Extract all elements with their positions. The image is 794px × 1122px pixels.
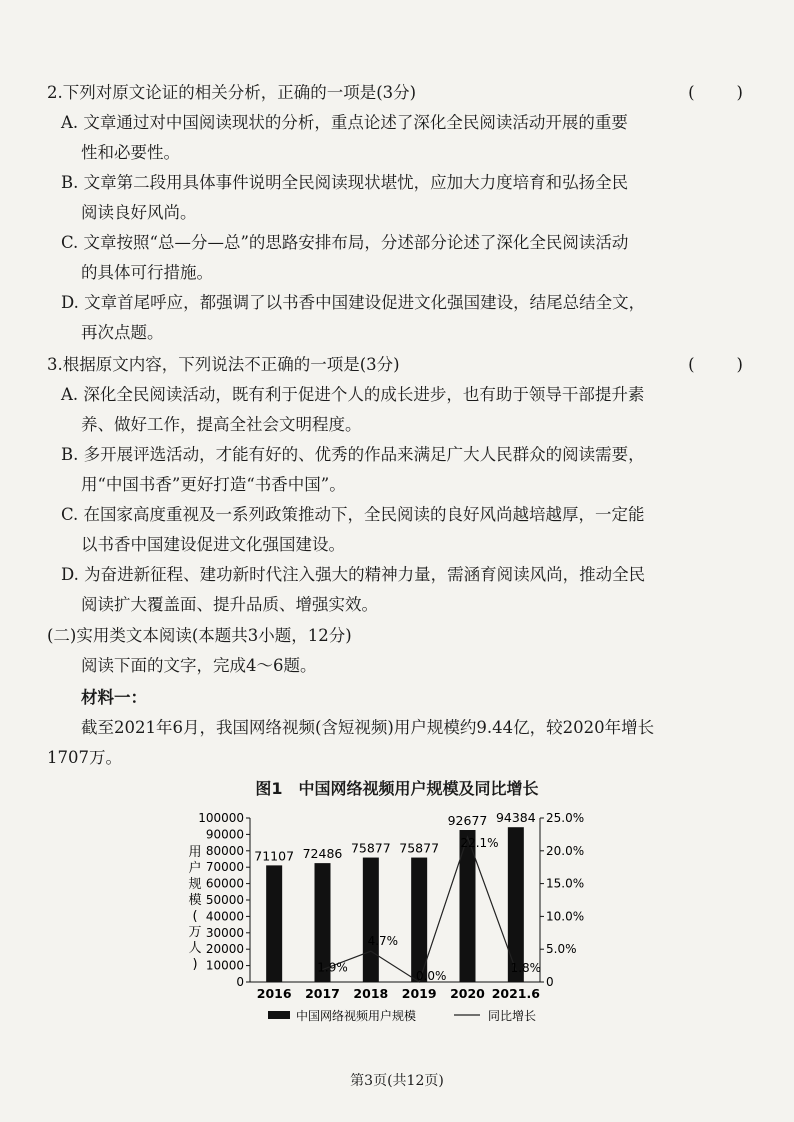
option-d: D. 文章首尾呼应，都强调了以书香中国建设促进文化强国建设，结尾总结全文，	[61, 293, 646, 312]
answer-paren: ( )	[688, 83, 743, 102]
option-d-cont: 阅读扩大覆盖面、提升品质、增强实效。	[81, 595, 378, 614]
question-2	[47, 78, 747, 348]
y-tick-label: 50000	[205, 893, 244, 907]
option-b: B. 文章第二段用具体事件说明全民阅读现状堪忧，应加大力度培育和弘扬全民	[61, 173, 629, 192]
chart	[0, 800, 794, 1035]
y-axis-label: 规	[188, 877, 202, 892]
bar-value-label: 92677	[447, 813, 488, 829]
question-3	[47, 350, 747, 620]
bar	[363, 858, 379, 982]
y2-tick-label: 10.0%	[546, 909, 585, 924]
option-a: A. 文章通过对中国阅读现状的分析，重点论述了深化全民阅读活动开展的重要	[61, 113, 628, 132]
y-axis-label: (	[192, 909, 198, 924]
option-b-cont: 用“中国书香”更好打造“书香中国”。	[81, 475, 346, 494]
chart-title: 图1 中国网络视频用户规模及同比增长	[255, 779, 539, 798]
bar-value-label: 94384	[495, 810, 536, 826]
bar-value-label: 75877	[399, 840, 440, 856]
x-tick-label: 2016	[256, 986, 292, 1001]
legend-bar-swatch	[268, 1011, 290, 1019]
y-tick-label: 10000	[205, 958, 244, 973]
option-a-cont: 养、做好工作，提高全社会文明程度。	[81, 415, 362, 434]
bar-value-label: 75877	[350, 840, 391, 856]
growth-label: 4.7%	[367, 934, 399, 949]
option-c: C. 在国家高度重视及一系列政策推动下，全民阅读的良好风尚越培越厚，一定能	[61, 505, 645, 524]
x-tick-label: 2020	[450, 986, 485, 1001]
growth-label: 22.1%	[460, 836, 499, 851]
legend-line-label: 同比增长	[488, 1009, 537, 1023]
y2-tick-label: 20.0%	[546, 843, 585, 858]
y2-tick-label: 15.0%	[546, 876, 585, 891]
y-tick-label: 60000	[205, 876, 244, 891]
question-3-stem: 3.根据原文内容，下列说法不正确的一项是(3分)	[47, 355, 400, 374]
option-d: D. 为奋进新征程、建功新时代注入强大的精神力量，需涵育阅读风尚，推动全民	[61, 565, 646, 584]
y-axis-label: 模	[188, 893, 202, 908]
y-axis-label: 万	[188, 925, 202, 940]
y2-tick-label: 5.0%	[546, 942, 577, 957]
growth-label: 0.0%	[415, 969, 447, 983]
page-footer: 第3页(共12页)	[350, 1073, 444, 1089]
option-c-cont: 以书香中国建设促进文化强国建设。	[81, 535, 345, 554]
option-b-cont: 阅读良好风尚。	[81, 203, 197, 222]
answer-paren: ( )	[688, 355, 743, 374]
y-tick-label: 70000	[205, 860, 244, 875]
y-tick-label: 20000	[205, 942, 244, 957]
y-axis-label: 人	[188, 941, 202, 956]
option-c: C. 文章按照“总—分—总”的思路安排布局，分述部分论述了深化全民阅读活动	[61, 233, 629, 252]
x-tick-label: 2017	[305, 986, 340, 1001]
material-paragraph-line-2: 1707万。	[47, 748, 122, 767]
x-tick-label: 2021.6	[491, 986, 540, 1001]
option-a-cont: 性和必要性。	[81, 143, 180, 162]
legend-bar-label: 中国网络视频用户规模	[296, 1009, 417, 1023]
growth-label: 1.9%	[317, 960, 348, 975]
material-paragraph-line-1: 截至2021年6月，我国网络视频(含短视频)用户规模约9.44亿，较2020年增长	[81, 718, 655, 737]
growth-label: 1.8%	[510, 961, 542, 976]
bar	[266, 865, 282, 982]
option-d-cont: 再次点题。	[81, 323, 164, 342]
bar-value-label: 72486	[302, 846, 343, 862]
option-c-cont: 的具体可行措施。	[81, 263, 213, 282]
y-axis-label: 用	[188, 845, 202, 860]
y-tick-label: 100000	[198, 811, 244, 825]
y2-tick-label: 25.0%	[546, 811, 585, 825]
bar-value-label: 71107	[254, 848, 295, 864]
bar	[508, 827, 524, 982]
x-tick-label: 2018	[353, 986, 389, 1001]
y-tick-label: 80000	[205, 843, 244, 858]
y-tick-label: 30000	[205, 925, 244, 940]
y-axis-label: )	[192, 957, 198, 972]
option-b: B. 多开展评选活动，才能有好的、优秀的作品来满足广大人民群众的阅读需要，	[61, 445, 645, 464]
section-instruction: 阅读下面的文字，完成4～6题。	[81, 656, 317, 675]
question-2-stem: 2.下列对原文论证的相关分析，正确的一项是(3分)	[47, 83, 417, 102]
x-tick-label: 2019	[401, 986, 437, 1001]
material-label: 材料一：	[81, 688, 147, 707]
y2-tick-label: 0	[546, 975, 554, 989]
y-tick-label: 0	[236, 975, 244, 989]
option-a: A. 深化全民阅读活动，既有利于促进个人的成长进步，也有助于领导干部提升素	[61, 385, 645, 404]
section-heading: (二)实用类文本阅读(本题共3小题，12分)	[47, 626, 352, 645]
y-tick-label: 40000	[205, 909, 244, 924]
y-axis-label: 户	[188, 861, 202, 876]
y-tick-label: 90000	[205, 827, 244, 842]
